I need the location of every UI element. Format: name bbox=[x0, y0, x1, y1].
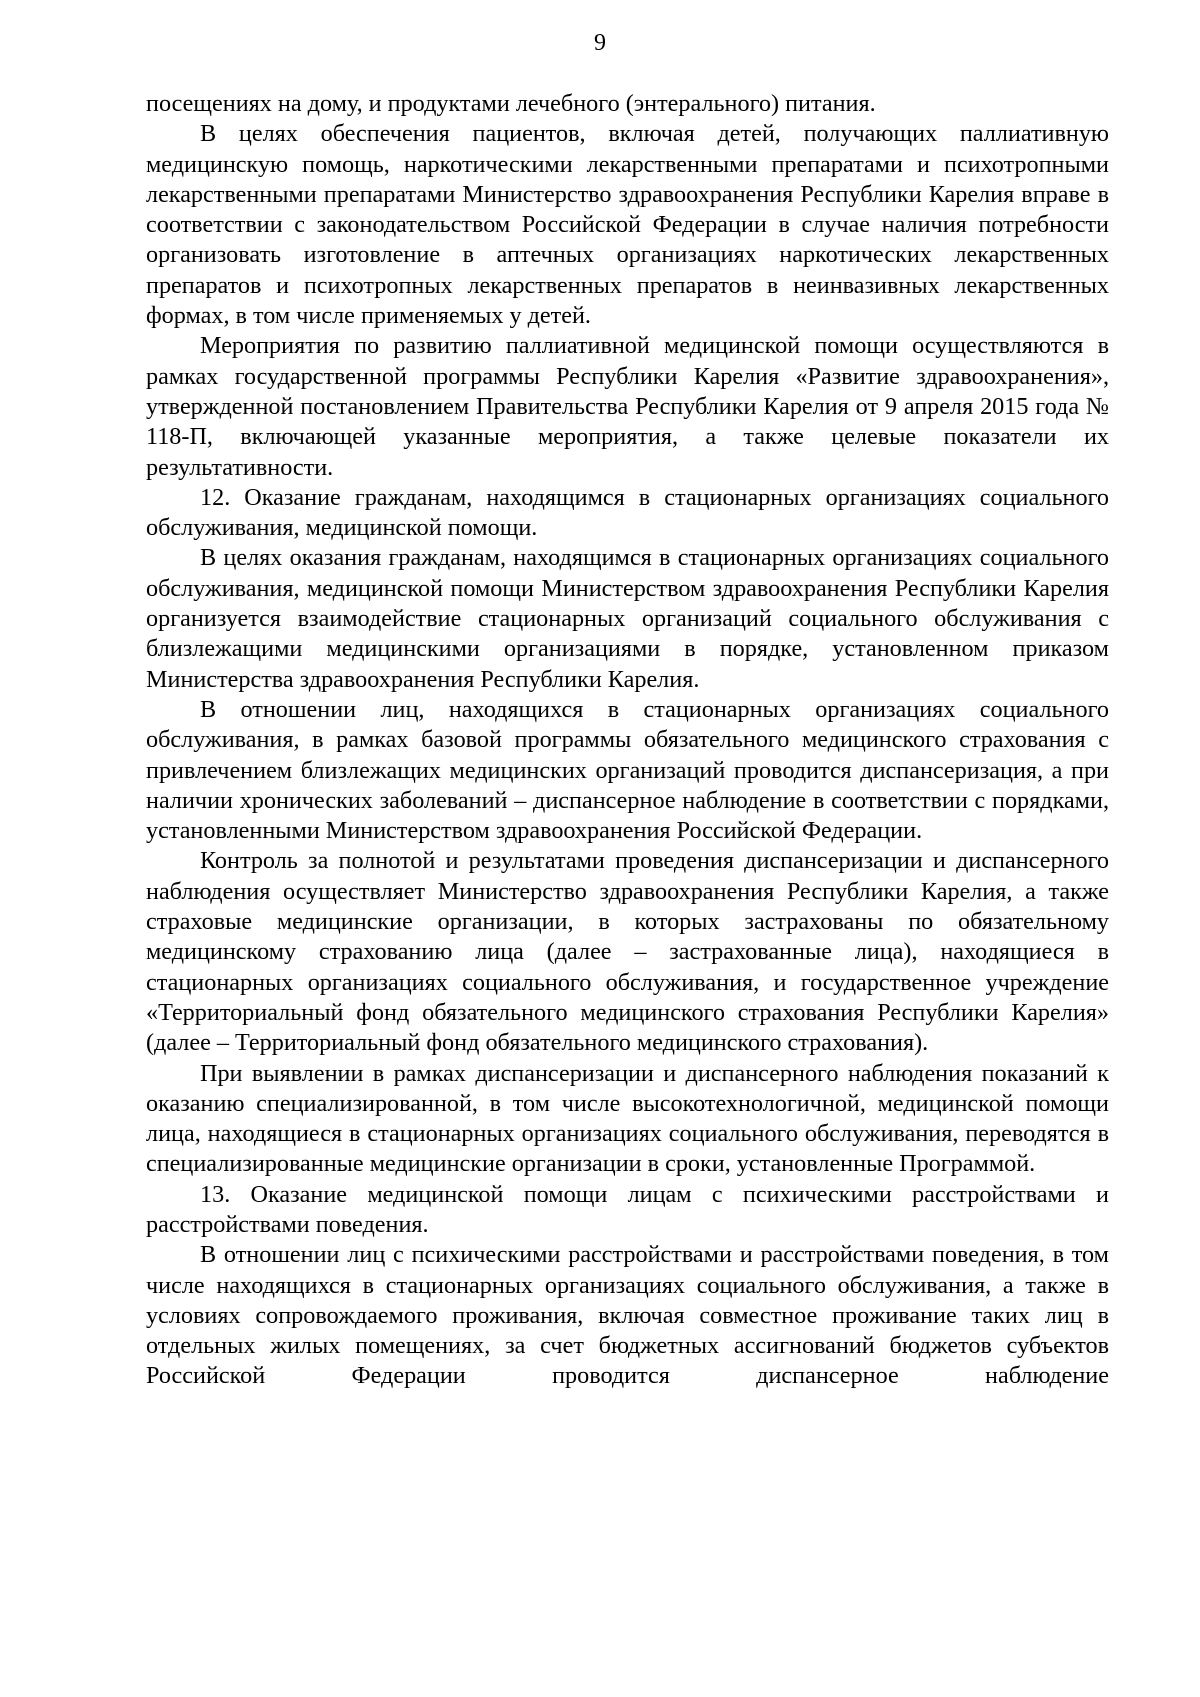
section-heading: 12. Оказание гражданам, находящимся в стационарных организациях социального обслуживания, медицинской помощи. bbox=[146, 483, 1109, 542]
paragraph: посещениях на дому, и продуктами лечебного (энтерального) питания. bbox=[146, 90, 876, 117]
section-heading: 13. Оказание медицинской помощи лицам с психическими расстройствами и расстройствами поведения. bbox=[146, 1180, 1109, 1238]
paragraph: Мероприятия по развитию паллиативной медицинской помощи осуществляются в рамках государственной программы Республики Карелия «Развитие здравоохранения», утвержденной постановлением Правительства Республики Карелия от 9 апреля 2015 года № 118-П, включающей указанные мероприятия, а также целевые показатели их результативности. bbox=[146, 332, 1109, 481]
paragraph: В отношении лиц с психическими расстройствами и расстройствами поведения, в том числе находящихся в стационарных организациях социального обслуживания, а также в условиях сопровождаемого проживания, включая совместное проживание таких лиц в отдельных жилых помещениях, за счет бюджетных ассигнований бюджетов субъектов Российской Федерации проводится диспансерное наблюдение bbox=[146, 1241, 1109, 1390]
page-number: 9 bbox=[594, 30, 606, 56]
paragraph: В отношении лиц, находящихся в стационарных организациях социального обслуживания, в рамках базовой программы обязательного медицинского страхования с привлечением близлежащих медицинских организаций проводится диспансеризация, а при наличии хронических заболеваний – диспансерное наблюдение в соответствии с порядками, установленными Министерством здравоохранения Российской Федерации. bbox=[146, 695, 1109, 845]
paragraph: Контроль за полнотой и результатами проведения диспансеризации и диспансерного наблюдения осуществляет Министерство здравоохранения Республики Карелия, а также страховые медицинские организации, в которых застрахованы по обязательному медицинскому страхованию лица (далее – застрахованные лица), находящиеся в стационарных организациях социального обслуживания, и государственное учреждение «Территориальный фонд обязательного медицинского страхования Республики Карелия» (далее – Территориальный фонд обязательного медицинского страхования). bbox=[146, 847, 1109, 1057]
document-body bbox=[146, 89, 1109, 1392]
paragraph: В целях оказания гражданам, находящимся в стационарных организациях социального обслуживания, медицинской помощи Министерством здравоохранения Республики Карелия организуется взаимодействие стационарных организаций социального обслуживания с близлежащими медицинскими организациями в порядке, установленном приказом Министерства здравоохранения Республики Карелия. bbox=[146, 544, 1109, 693]
paragraph: При выявлении в рамках диспансеризации и диспансерного наблюдения показаний к оказанию специализированной, в том числе высокотехнологичной, медицинской помощи лица, находящиеся в стационарных организациях социального обслуживания, переводятся в специализированные медицинские организации в сроки, установленные Программой. bbox=[146, 1059, 1109, 1178]
paragraph: В целях обеспечения пациентов, включая детей, получающих паллиативную медицинскую помощь, наркотическими лекарственными препаратами и психотропными лекарственными препаратами Министерство здравоохранения Республики Карелия вправе в соответствии с законодательством Российской Федерации в случае наличия потребности организовать изготовление в аптечных организациях наркотических лекарственных препаратов и психотропных лекарственных препаратов в неинвазивных лекарственных формах, в том числе применяемых у детей. bbox=[146, 120, 1109, 330]
